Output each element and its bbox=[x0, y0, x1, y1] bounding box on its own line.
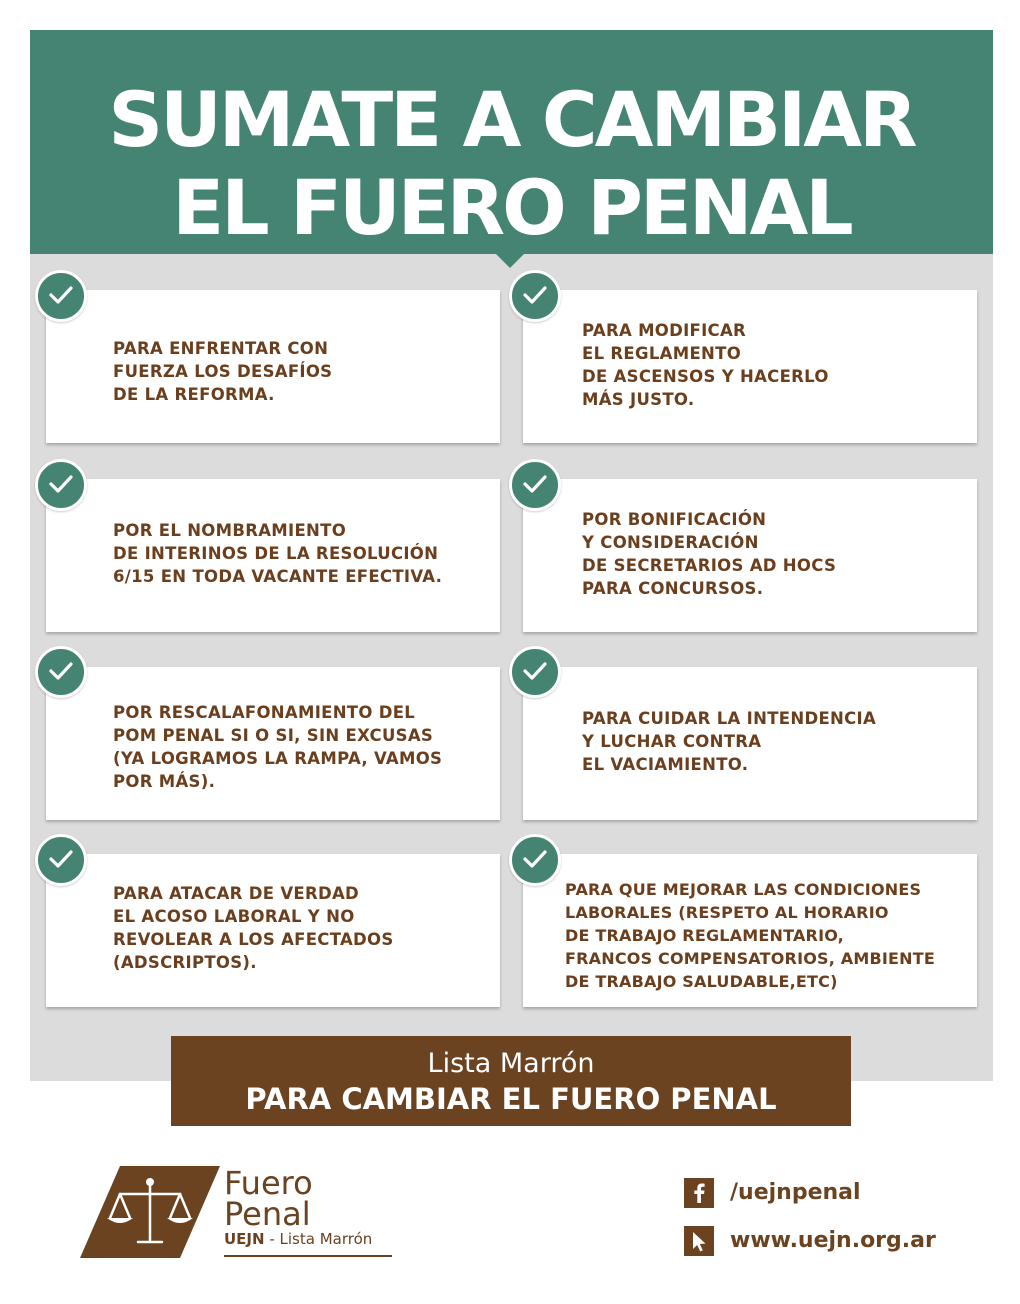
slogan-banner bbox=[171, 1036, 851, 1126]
reason-line: PARA ATACAR DE VERDAD bbox=[113, 884, 360, 903]
reason-line: PARA CUIDAR LA INTENDENCIA bbox=[582, 709, 877, 728]
reason-line: EL ACOSO LABORAL Y NO bbox=[113, 907, 355, 926]
reason-text-4 bbox=[582, 508, 836, 600]
reason-line: Y CONSIDERACIÓN bbox=[582, 533, 759, 552]
reason-line: (YA LOGRAMOS LA RAMPA, VAMOS bbox=[113, 749, 443, 768]
header-banner bbox=[30, 30, 993, 254]
reason-card-6 bbox=[523, 667, 977, 820]
reason-line: DE TRABAJO REGLAMENTARIO, bbox=[565, 926, 844, 945]
logo-line-1: Fuero bbox=[224, 1164, 313, 1202]
reason-text-3 bbox=[113, 519, 442, 588]
facebook-label: /uejnpenal bbox=[730, 1180, 861, 1205]
check-icon bbox=[509, 270, 561, 322]
logo-org: UEJN bbox=[224, 1230, 265, 1248]
reason-line: POR BONIFICACIÓN bbox=[582, 510, 767, 529]
reason-line: POR EL NOMBRAMIENTO bbox=[113, 521, 347, 540]
scales-of-justice-logo bbox=[80, 1166, 220, 1258]
reason-line: (ADSCRIPTOS). bbox=[113, 953, 257, 972]
reason-text-7 bbox=[113, 882, 394, 974]
reason-line: PARA MODIFICAR bbox=[582, 321, 747, 340]
check-icon bbox=[35, 646, 87, 698]
reason-text-1 bbox=[113, 337, 332, 406]
reason-line: PARA ENFRENTAR CON bbox=[113, 339, 329, 358]
reason-card-1 bbox=[46, 290, 500, 443]
header-pointer bbox=[496, 254, 524, 268]
reason-card-5 bbox=[46, 667, 500, 820]
reason-card-8 bbox=[523, 854, 977, 1007]
reason-line: FRANCOS COMPENSATORIOS, AMBIENTE bbox=[565, 949, 936, 968]
reason-line: Y LUCHAR CONTRA bbox=[582, 732, 762, 751]
logo-line-2: Penal bbox=[224, 1195, 311, 1233]
reason-line: MÁS JUSTO. bbox=[582, 390, 695, 409]
check-icon bbox=[509, 459, 561, 511]
reason-line: EL REGLAMENTO bbox=[582, 344, 742, 363]
reason-line: EL VACIAMIENTO. bbox=[582, 755, 749, 774]
reason-line: DE LA REFORMA. bbox=[113, 385, 275, 404]
reason-card-7 bbox=[46, 854, 500, 1007]
reason-line: LABORALES (RESPETO AL HORARIO bbox=[565, 903, 889, 922]
reason-line: PARA CONCURSOS. bbox=[582, 579, 764, 598]
reason-line: REVOLEAR A LOS AFECTADOS bbox=[113, 930, 394, 949]
reason-text-2 bbox=[582, 319, 829, 411]
page-title bbox=[30, 76, 993, 252]
reason-line: FUERZA LOS DESAFÍOS bbox=[113, 362, 333, 381]
reason-line: DE TRABAJO SALUDABLE,ETC) bbox=[565, 972, 838, 991]
reason-line: DE ASCENSOS Y HACERLO bbox=[582, 367, 829, 386]
reason-line: POR RESCALAFONAMIENTO DEL bbox=[113, 703, 416, 722]
reason-text-5 bbox=[113, 701, 442, 793]
banner-subtitle: Lista Marrón bbox=[427, 1048, 595, 1079]
reason-line: DE INTERINOS DE LA RESOLUCIÓN bbox=[113, 544, 439, 563]
reason-line: 6/15 EN TODA VACANTE EFECTIVA. bbox=[113, 567, 443, 586]
reason-line: POR MÁS). bbox=[113, 772, 216, 791]
reason-text-6 bbox=[582, 707, 876, 776]
check-icon bbox=[509, 646, 561, 698]
logo-separator: - bbox=[264, 1230, 280, 1248]
check-icon bbox=[509, 834, 561, 886]
check-icon bbox=[35, 270, 87, 322]
reason-card-3 bbox=[46, 479, 500, 632]
check-icon bbox=[35, 834, 87, 886]
reason-line: POM PENAL SI O SI, SIN EXCUSAS bbox=[113, 726, 434, 745]
reason-text-8 bbox=[565, 878, 935, 993]
logo-list: Lista Marrón bbox=[279, 1230, 373, 1248]
banner-title: PARA CAMBIAR EL FUERO PENAL bbox=[245, 1082, 777, 1116]
reason-card-4 bbox=[523, 479, 977, 632]
reason-line: DE SECRETARIOS AD HOCS bbox=[582, 556, 837, 575]
check-icon bbox=[35, 459, 87, 511]
title-line-1: SUMATE A CAMBIAR bbox=[108, 75, 915, 164]
logo-underline bbox=[224, 1255, 392, 1257]
facebook-icon bbox=[684, 1178, 714, 1208]
reason-card-2 bbox=[523, 290, 977, 443]
logo-subtitle bbox=[224, 1230, 372, 1248]
website-label: www.uejn.org.ar bbox=[730, 1228, 936, 1253]
title-line-2: EL FUERO PENAL bbox=[172, 163, 851, 252]
reason-line: PARA QUE MEJORAR LAS CONDICIONES bbox=[565, 880, 922, 899]
cursor-icon bbox=[684, 1226, 714, 1256]
